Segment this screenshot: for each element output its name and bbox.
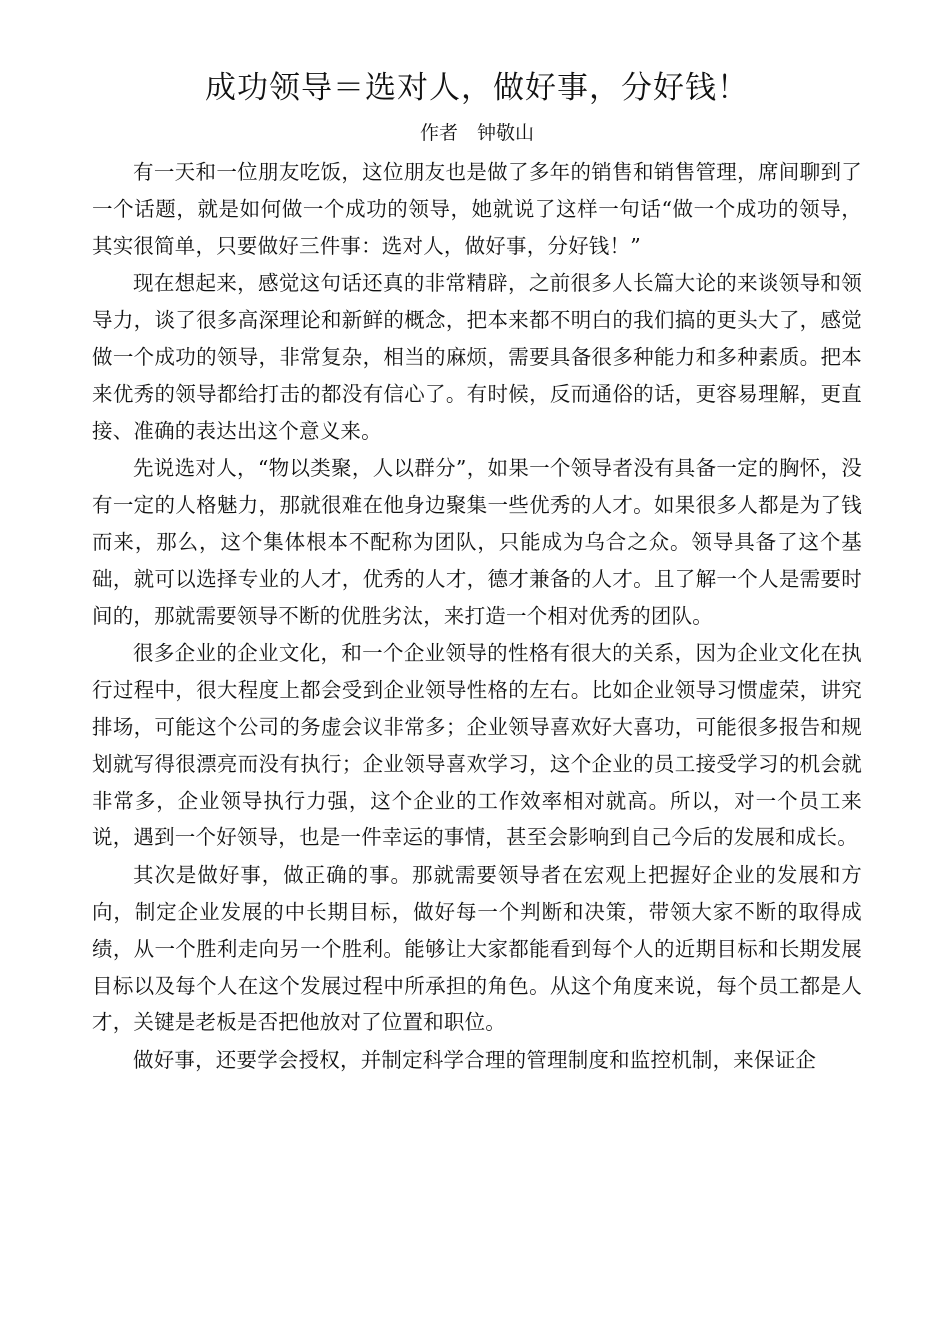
paragraph: 有一天和一位朋友吃饭，这位朋友也是做了多年的销售和销售管理，席间聊到了一个话题，就是如何做一个成功的领导，她就说了这样一句话“做一个成功的领导，其实很简单，只要做好三件事：选对人，做好事，分好钱！” [92, 160, 862, 258]
paragraph: 现在想起来，感觉这句话还真的非常精辟，之前很多人长篇大论的来谈领导和领导力，谈了很多高深理论和新鲜的概念，把本来都不明白的我们搞的更头大了，感觉做一个成功的领导，非常复杂，相当的麻烦，需要具备很多种能力和多种素质。把本来优秀的领导都给打击的都没有信心了。有时候，反而通俗的话，更容易理解，更直接、准确的表达出这个意义来。 [92, 271, 862, 443]
paragraph: 先说选对人，“物以类聚，人以群分”，如果一个领导者没有具备一定的胸怀，没有一定的人格魅力，那就很难在他身边聚集一些优秀的人才。如果很多人都是为了钱而来，那么，这个集体根本不配称为团队，只能成为乌合之众。领导具备了这个基础，就可以选择专业的人才，优秀的人才，德才兼备的人才。且了解一个人是需要时间的，那就需要领导不断的优胜劣汰，来打造一个相对优秀的团队。 [92, 456, 862, 628]
document-title: 成功领导＝选对人，做好事，分好钱！ [205, 70, 749, 106]
paragraph: 其次是做好事，做正确的事。那就需要领导者在宏观上把握好企业的发展和方向，制定企业发展的中长期目标，做好每一个判断和决策，带领大家不断的取得成绩，从一个胜利走向另一个胜利。能够让大家都能看到每个人的近期目标和长期发展目标以及每个人在这个发展过程中所承担的角色。从这个角度来说，每个员工都是人才，关键是老板是否把他放对了位置和职位。 [92, 863, 862, 1035]
paragraph: 很多企业的企业文化，和一个企业领导的性格有很大的关系，因为企业文化在执行过程中，很大程度上都会受到企业领导性格的左右。比如企业领导习惯虚荣，讲究排场，可能这个公司的务虚会议非常多；企业领导喜欢好大喜功，可能很多报告和规划就写得很漂亮而没有执行；企业领导喜欢学习，这个企业的员工接受学习的机会就非常多，企业领导执行力强，这个企业的工作效率相对就高。所以，对一个员工来说，遇到一个好领导，也是一件幸运的事情，甚至会影响到自己今后的发展和成长。 [92, 641, 862, 850]
document-page [92, 68, 862, 1080]
paragraph: 做好事，还要学会授权，并制定科学合理的管理制度和监控机制，来保证企 [133, 1048, 817, 1073]
author-line: 作者 钟敬山 [419, 122, 534, 144]
